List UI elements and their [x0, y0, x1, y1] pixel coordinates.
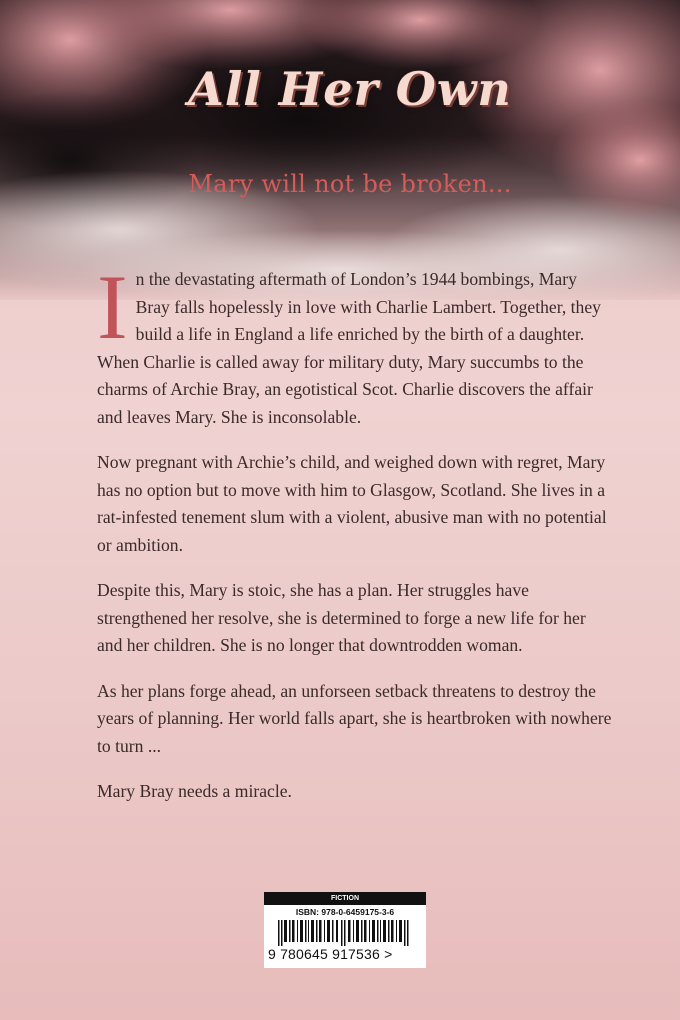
blurb-paragraph [97, 256, 612, 431]
paragraph-text: n the devastating aftermath of London’s 1944 bombings, Mary Bray falls hopelessly in love with Charlie Lambert. Together, they build a life in England a life enriched by the birth of a daughter. When Charlie is called away for military duty, Mary succumbs to the charms of Archie Bray, an egotistical Scot. Charlie discovers the affair and leaves Mary. She is inconsolable. [97, 269, 601, 427]
blurb-paragraph: Despite this, Mary is stoic, she has a plan. Her struggles have strengthened her resolve, she is determined to forge a new life for her and her children. She is no longer that downtrodden woman. [97, 580, 586, 655]
barcode-category: FICTION [264, 892, 426, 905]
blurb-paragraph: As her plans forge ahead, an unforseen setback threatens to destroy the years of planning. Her world falls apart, she is heartbroken with nowhere to turn ... [97, 680, 612, 756]
isbn-label: ISBN: 978-0-6459175-3-6 [295, 907, 395, 917]
barcode-digits: 9 780645 917536 > [268, 946, 393, 962]
tagline: Mary will not be broken... [188, 170, 512, 198]
drop-cap: I [97, 256, 128, 358]
barcode-bars [278, 920, 416, 946]
blurb [97, 256, 612, 824]
cloud-background [0, 0, 680, 300]
blurb-paragraph: Mary Bray needs a miracle. [97, 781, 292, 801]
book-title: All Her Own [188, 62, 512, 116]
isbn-barcode [264, 892, 426, 968]
storm-clouds-image [0, 0, 680, 300]
blurb-paragraph: Now pregnant with Archie’s child, and weighed down with regret, Mary has no option but to move with him to Glasgow, Scotland. She lives in a rat-infested tenement slum with a violent, abusive man with no potential or ambition. [97, 452, 607, 555]
